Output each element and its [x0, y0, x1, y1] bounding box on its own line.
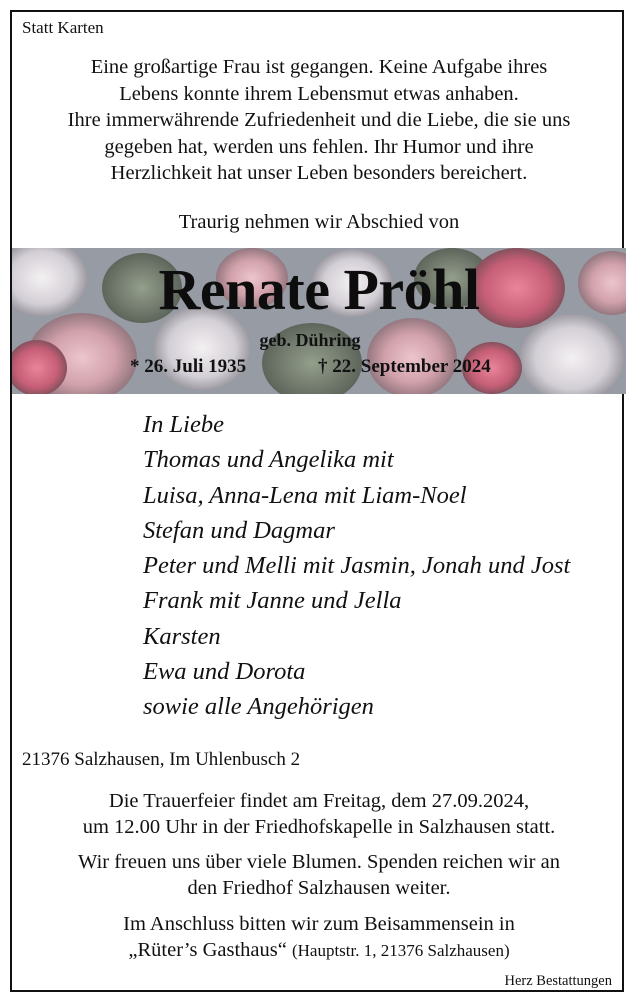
statt-karten-label: Statt Karten — [22, 18, 104, 37]
intro-text — [30, 54, 608, 187]
funeral-line: um 12.00 Uhr in der Friedhofskapelle in Salzhausen statt. — [82, 816, 556, 838]
mourner-line: Thomas und Angelika mit — [143, 446, 394, 474]
mourner-line: Stefan und Dagmar — [143, 516, 335, 544]
gathering-line: Im Anschluss bitten wir zum Beisammensein in — [123, 913, 515, 935]
undertaker-credit: Herz Bestattungen — [504, 973, 612, 989]
deceased-name: Renate Pröhl — [158, 257, 480, 322]
gathering-info — [30, 911, 608, 964]
intro-line: Herzlichkeit hat unser Leben besonders bereichert. — [110, 162, 528, 184]
flowers-info — [30, 849, 608, 901]
mourner-line: Ewa und Dorota — [143, 658, 306, 686]
birth-date: * 26. Juli 1935 — [130, 356, 247, 377]
intro-line: Ihre immerwährende Zufriedenheit und die Liebe, die sie uns — [67, 109, 571, 131]
mourner-line: Peter und Melli mit Jasmin, Jonah und Jost — [143, 552, 571, 580]
flowers-line: den Friedhof Salzhausen weiter. — [187, 877, 451, 899]
intro-line: Lebens konnte ihrem Lebensmut etwas anhaben. — [119, 82, 519, 105]
venue-name: „Rüter’s Gasthaus“ — [128, 939, 287, 961]
gathering-venue-line — [30, 937, 608, 964]
mourner-line: In Liebe — [143, 411, 224, 438]
funeral-line: Die Trauerfeier findet am Freitag, dem 27.09.2024, — [108, 790, 530, 812]
mourner-line: Luisa, Anna-Lena mit Liam-Noel — [143, 481, 467, 509]
farewell-line: Traurig nehmen wir Abschied von — [178, 211, 460, 233]
flowers-line: Wir freuen uns über viele Blumen. Spenden reichen wir an — [78, 851, 560, 873]
intro-line: gegeben hat, werden uns fehlen. Ihr Humor und ihre — [104, 135, 534, 158]
mourner-line: Karsten — [143, 622, 221, 650]
death-date: † 22. September 2024 — [318, 356, 491, 377]
intro-line: Eine großartige Frau ist gegangen. Keine Aufgabe ihres — [90, 56, 548, 78]
mourners-list — [143, 407, 570, 725]
mourner-line: sowie alle Angehörigen — [143, 693, 374, 721]
mourner-line: Frank mit Janne und Jella — [143, 587, 402, 615]
funeral-info — [30, 788, 608, 840]
venue-address: (Hauptstr. 1, 21376 Salzhausen) — [291, 941, 510, 960]
family-address: 21376 Salzhausen, Im Uhlenbusch 2 — [22, 749, 301, 770]
maiden-name: geb. Dühring — [259, 330, 361, 350]
